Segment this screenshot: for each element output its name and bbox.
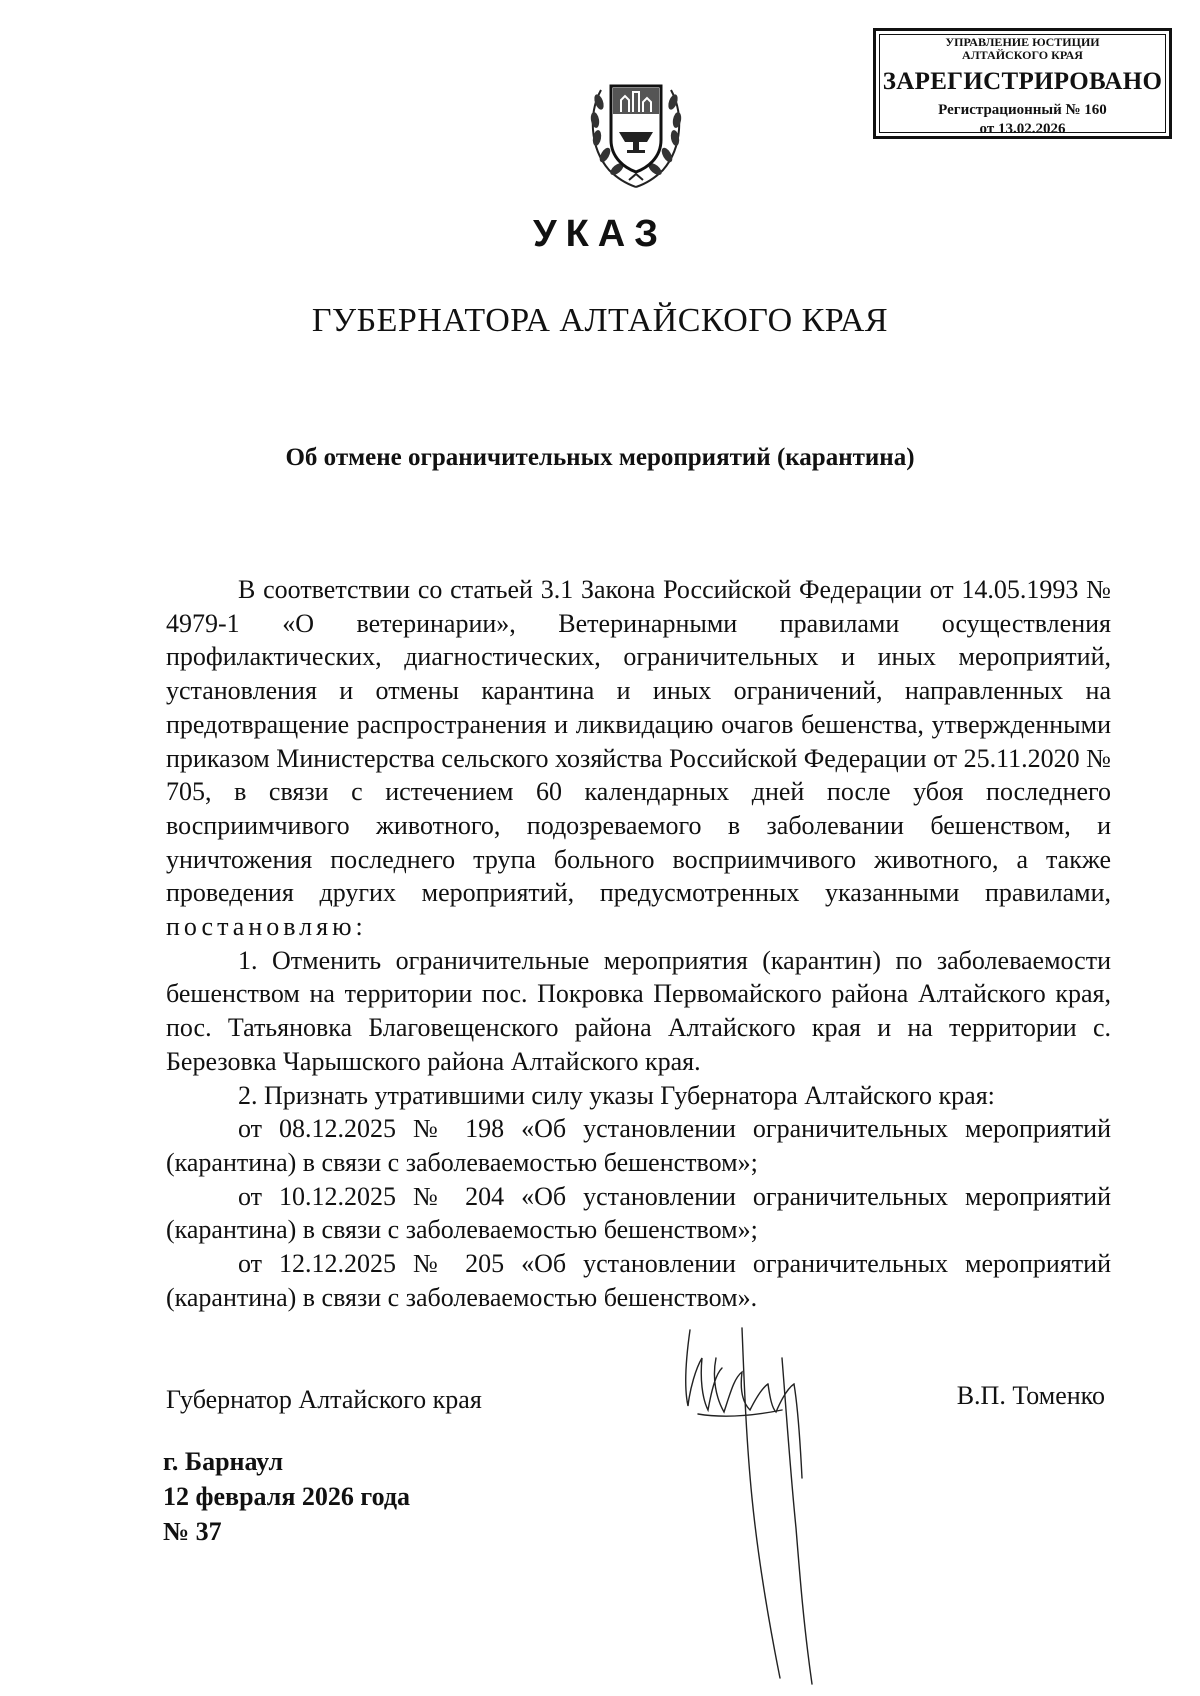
document-subject: Об отмене ограничительных мероприятий (карантина) bbox=[285, 444, 915, 471]
stamp-status: ЗАРЕГИСТРИРОВАНО bbox=[882, 68, 1163, 95]
repealed-decree-1: от 08.12.2025 № 198 «Об установлении ограничительных мероприятий (карантина) в связи с заболеваемостью бешенством»; bbox=[166, 1114, 1111, 1177]
stamp-org-line2: АЛТАЙСКОГО КРАЯ bbox=[962, 48, 1083, 62]
preamble-text: В соответствии со статьей 3.1 Закона Российской Федерации от 14.05.1993 № 4979-1 «О ветеринарии», Ветеринарными правилами осуществления профилактических, диагностических, ограничительных и иных мероприятий, установления и отмены карантина и иных ограничений, направленных на предотвращение распространения и ликвидацию очагов бешенства, утвержденными приказом Министерства сельского хозяйства Российской Федерации от 25.11.2020 № 705, в связи с истечением 60 календарных дней после убоя последнего восприимчивого животного, подозреваемого в заболевании бешенством, и уничтожения последнего трупа больного восприимчивого животного, а также проведения других мероприятий, предусмотренных указанными правилами, bbox=[166, 575, 1111, 908]
registration-stamp bbox=[873, 28, 1172, 139]
document-body bbox=[166, 573, 1111, 1314]
document-type-title: УКАЗ bbox=[532, 213, 668, 255]
stamp-reg-number: Регистрационный № 160 bbox=[938, 102, 1107, 118]
place-date-number bbox=[163, 1444, 410, 1549]
repealed-decree-3: от 12.12.2025 № 205 «Об установлении ограничительных мероприятий (карантина) в связи с заболеваемостью бешенством». bbox=[166, 1249, 1111, 1312]
stamp-reg-date: от 13.02.2026 bbox=[979, 121, 1066, 137]
repealed-decree-2: от 10.12.2025 № 204 «Об установлении ограничительных мероприятий (карантина) в связи с заболеваемостью бешенством»; bbox=[166, 1181, 1111, 1245]
item-1-paragraph: 1. Отменить ограничительные мероприятия (карантин) по заболеваемости бешенством на территории пос. Покровка Первомайского района Алтайского края, пос. Татьяновка Благовещенского района Алтайского края и на территории с. Березовка Чарышского района Алтайского края. bbox=[166, 945, 1111, 1076]
decree-number: № 37 bbox=[163, 1517, 222, 1546]
signatory-position: Губернатор Алтайского края bbox=[166, 1385, 482, 1414]
coat-of-arms-icon bbox=[581, 62, 691, 190]
item-2-paragraph: 2. Признать утратившими силу указы Губернатора Алтайского края: bbox=[238, 1080, 995, 1110]
handwritten-signature-icon bbox=[672, 1318, 872, 1686]
preamble-paragraph bbox=[166, 573, 1111, 944]
decree-word: постановляю: bbox=[166, 912, 367, 942]
city: г. Барнаул bbox=[163, 1447, 284, 1476]
signatory-name: В.П. Томенко bbox=[956, 1381, 1105, 1410]
stamp-org-line1: УПРАВЛЕНИЕ ЮСТИЦИИ bbox=[945, 35, 1100, 49]
issuer-title: ГУБЕРНАТОРА АЛТАЙСКОГО КРАЯ bbox=[311, 302, 889, 339]
signing-date: 12 февраля 2026 года bbox=[163, 1482, 410, 1511]
